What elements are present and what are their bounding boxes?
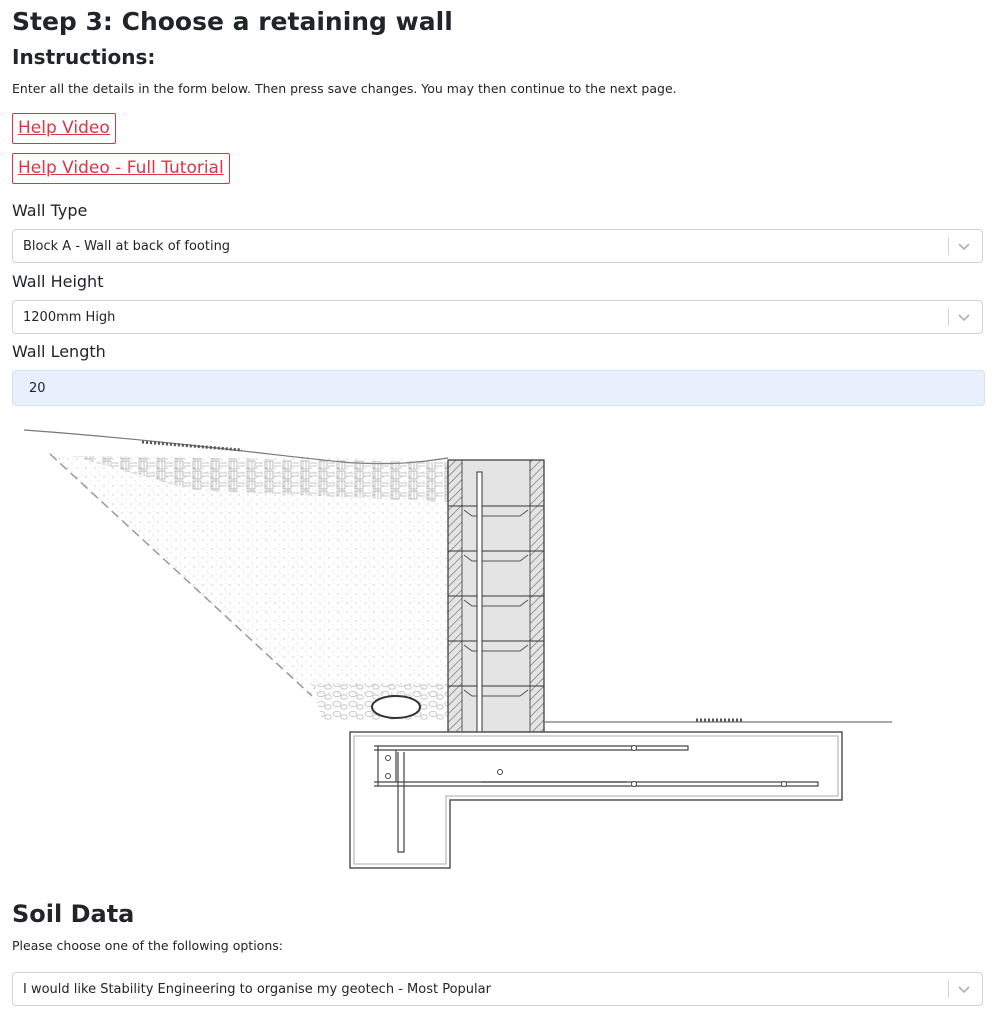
retaining-wall-diagram [12, 420, 912, 880]
select-separator [948, 237, 949, 255]
soil-data-heading: Soil Data [12, 900, 135, 928]
wall-height-value: 1200mm High [23, 310, 116, 325]
select-separator [948, 980, 949, 998]
help-video-full-tutorial-link[interactable]: Help Video - Full Tutorial [12, 153, 230, 184]
page-title: Step 3: Choose a retaining wall [12, 7, 453, 36]
wall-length-value: 20 [29, 381, 46, 396]
help-video-link[interactable]: Help Video [12, 113, 116, 144]
wall-length-input[interactable] [12, 370, 985, 406]
instructions-heading: Instructions: [12, 45, 156, 69]
chevron-down-icon[interactable] [957, 982, 971, 996]
select-separator [948, 308, 949, 326]
chevron-down-icon[interactable] [957, 239, 971, 253]
soil-option-select[interactable] [12, 972, 983, 1006]
wall-type-select[interactable] [12, 229, 983, 263]
wall-height-select[interactable] [12, 300, 983, 334]
wall-type-label: Wall Type [12, 201, 88, 220]
chevron-down-icon[interactable] [957, 310, 971, 324]
wall-type-value: Block A - Wall at back of footing [23, 239, 231, 254]
instructions-text: Enter all the details in the form below. Then press save changes. You may then continue to the next page. [12, 81, 677, 96]
soil-data-instructions: Please choose one of the following options: [12, 938, 283, 953]
wall-length-label: Wall Length [12, 342, 106, 361]
soil-option-value: I would like Stability Engineering to organise my geotech - Most Popular [23, 982, 491, 997]
wall-height-label: Wall Height [12, 272, 104, 291]
